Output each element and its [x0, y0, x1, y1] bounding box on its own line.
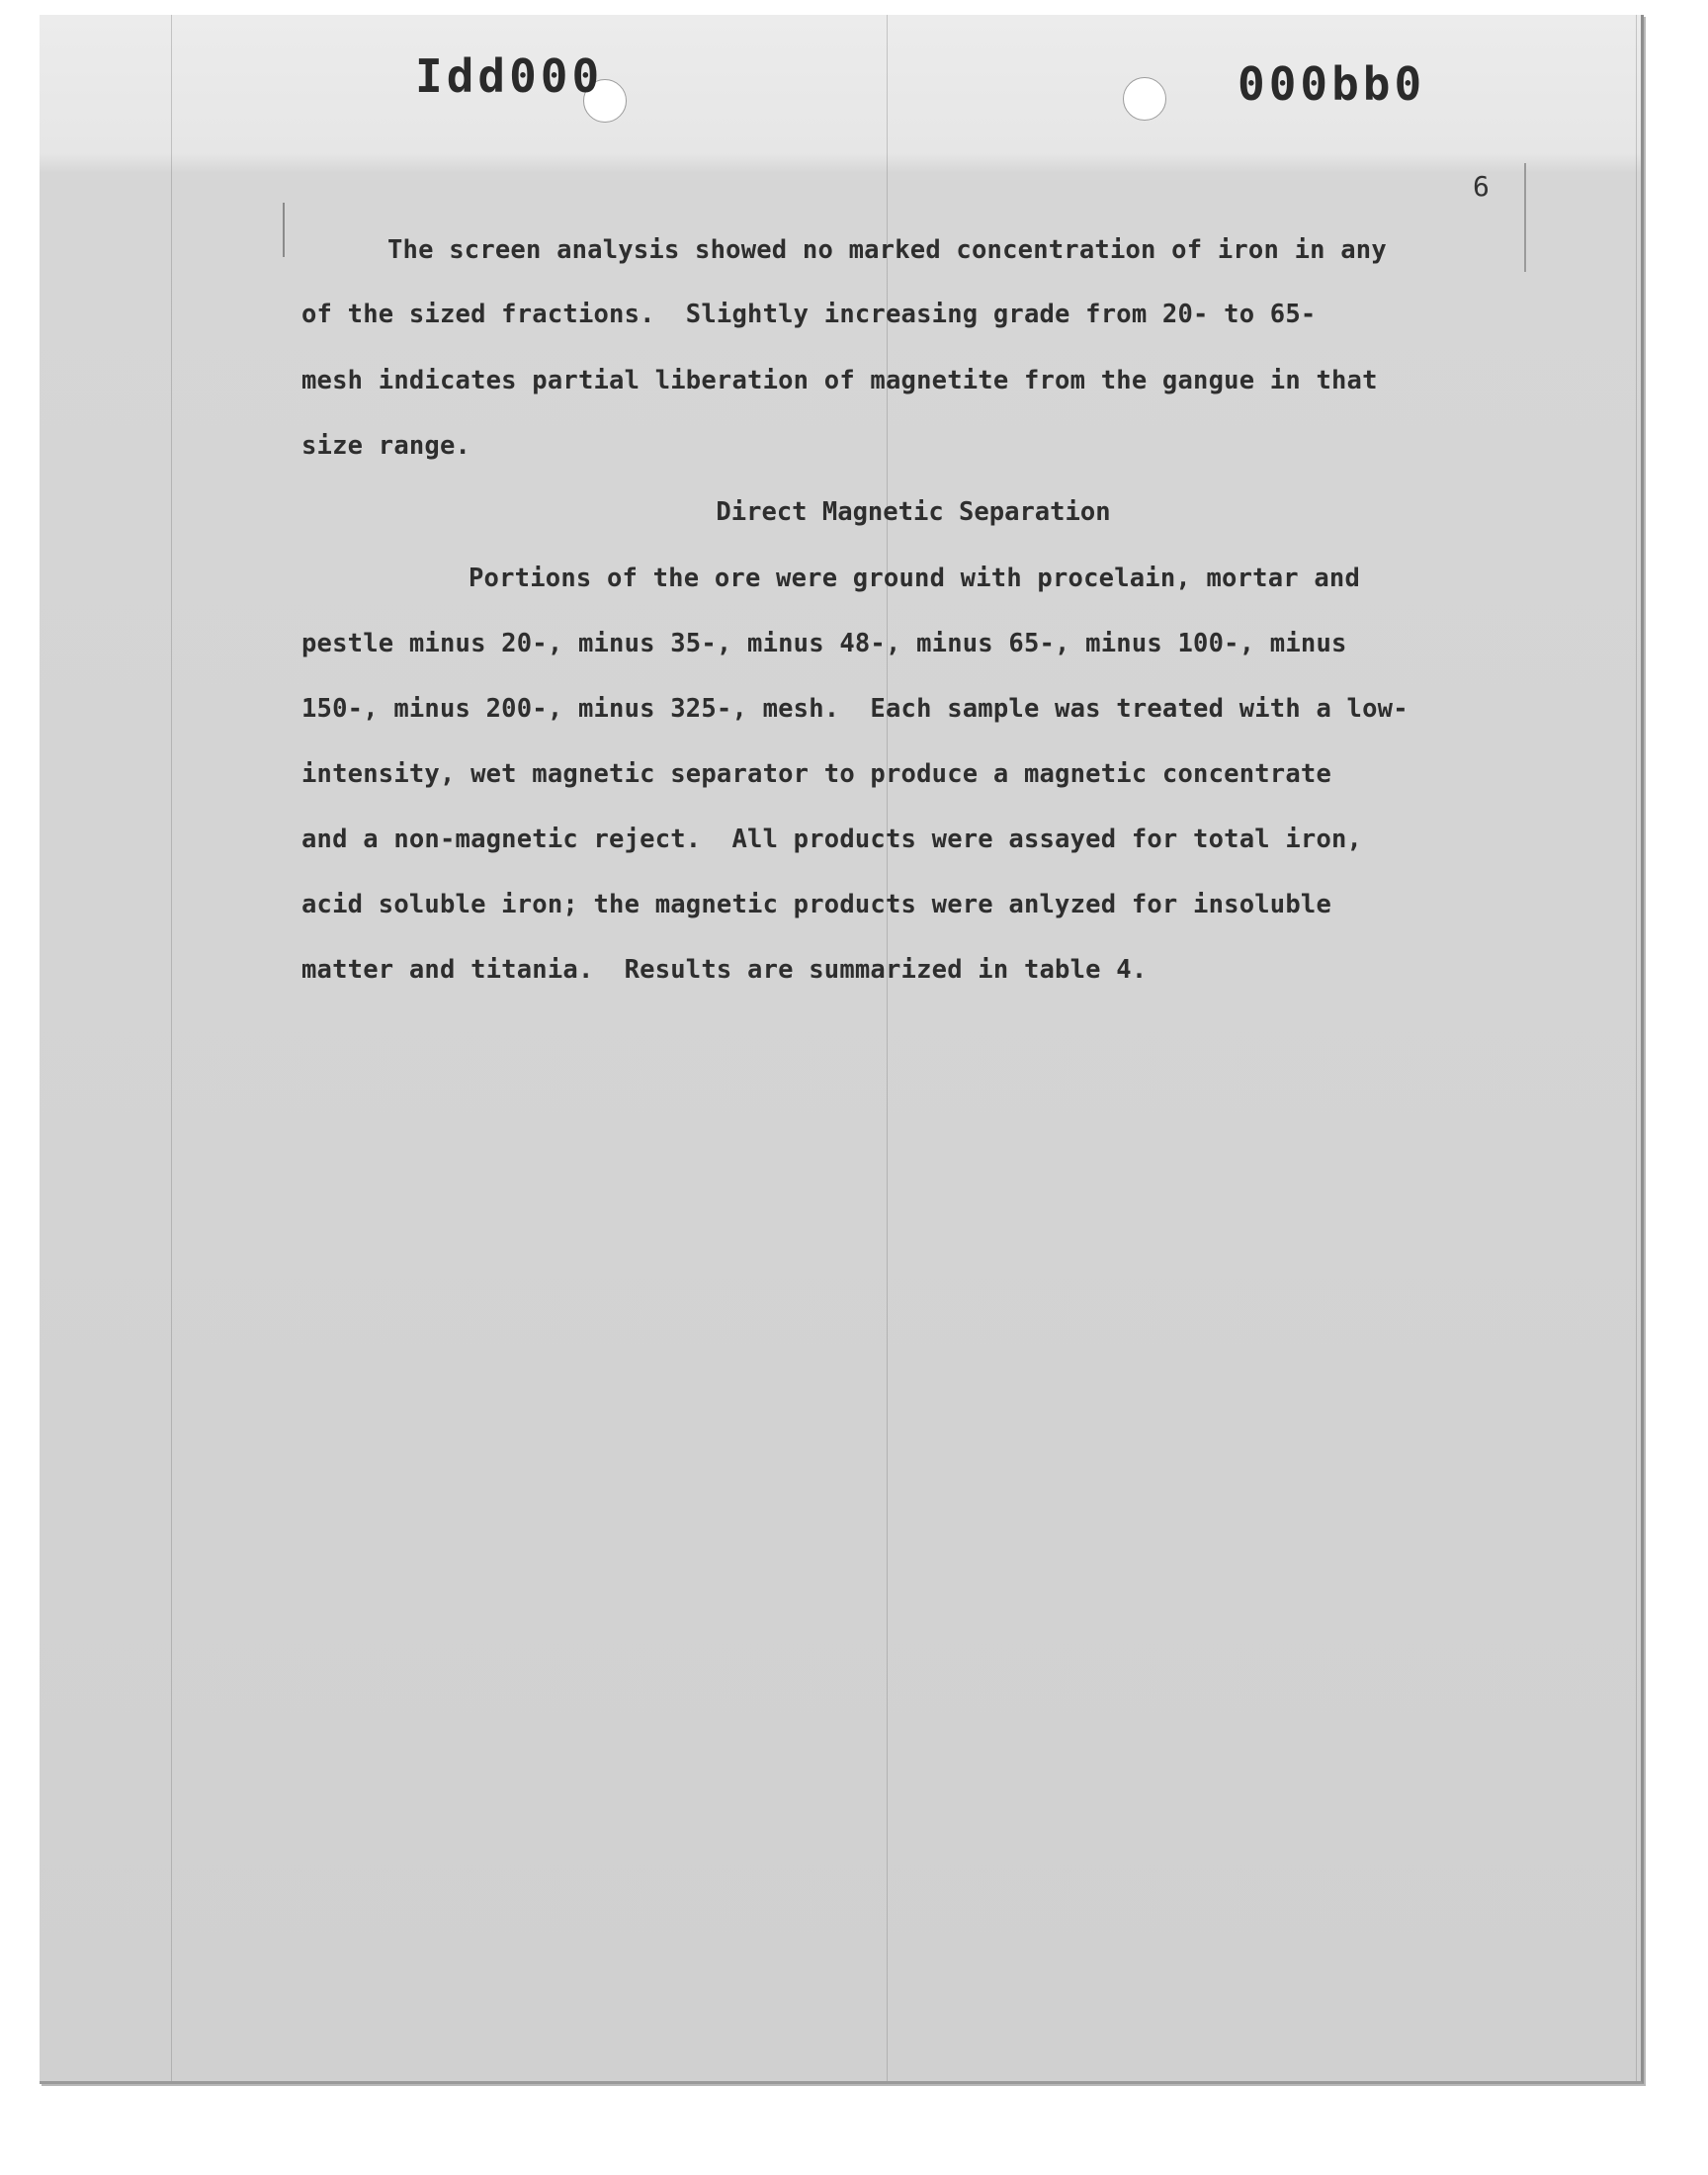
scan-fold-line-left [171, 15, 172, 2081]
punch-hole-right [1123, 77, 1166, 121]
page-number: 6 [1473, 170, 1490, 203]
text-line: size range. [301, 431, 471, 461]
scan-fold-line-right [1636, 15, 1637, 2081]
text-line: pestle minus 20-, minus 35-, minus 48-, minus 65-, minus 100-, minus [301, 629, 1347, 658]
text-line: intensity, wet magnetic separator to produce a magnetic concentrate [301, 759, 1332, 789]
margin-mark-right [1524, 163, 1526, 272]
text-line: 150-, minus 200-, minus 325-, mesh. Each sample was treated with a low- [301, 694, 1409, 724]
margin-mark [283, 203, 285, 257]
file-number-right: 000bb0 [1238, 57, 1426, 111]
text-line: and a non-magnetic reject. All products were assayed for total iron, [301, 825, 1363, 854]
section-heading: Direct Magnetic Separation [716, 497, 1111, 527]
text-line: The screen analysis showed no marked concentration of iron in any [387, 235, 1387, 265]
text-line: mesh indicates partial liberation of magnetite from the gangue in that [301, 366, 1378, 395]
file-number-left: Idd000 [415, 49, 604, 103]
text-line: acid soluble iron; the magnetic products were anlyzed for insoluble [301, 890, 1332, 919]
text-line: of the sized fractions. Slightly increasing grade from 20- to 65- [301, 300, 1317, 329]
text-line: matter and titania. Results are summarized in table 4. [301, 955, 1148, 985]
text-line: Portions of the ore were ground with procelain, mortar and [469, 564, 1361, 593]
